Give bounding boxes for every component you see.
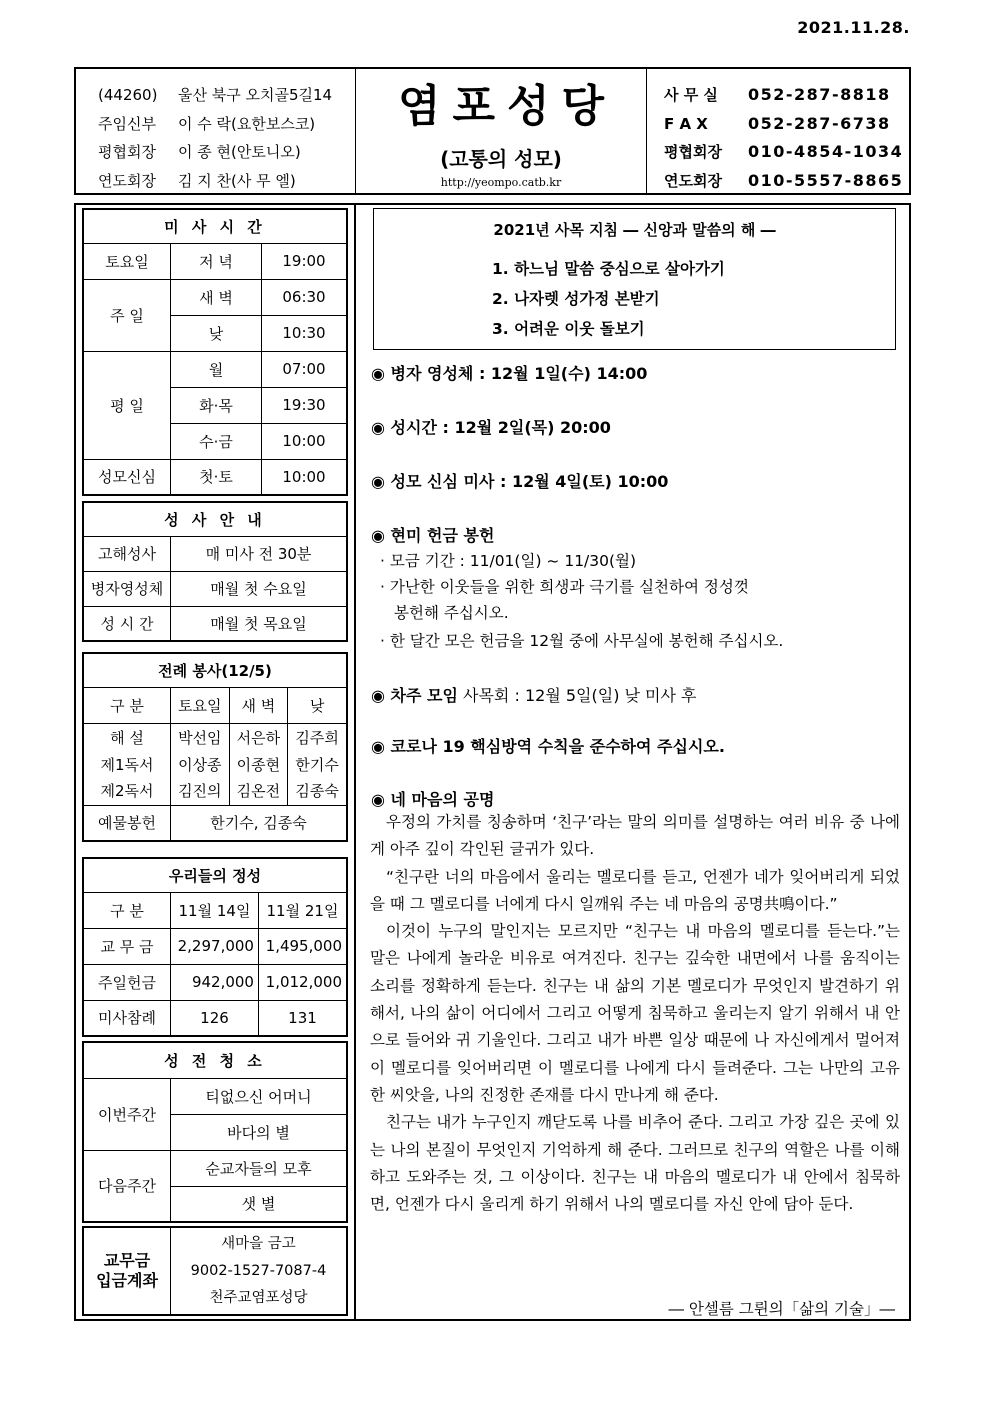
contact-row: F A X 052-287-6738 <box>664 113 891 133</box>
contact-row: 사 무 실 052-287-8818 <box>664 85 891 104</box>
account-label: 교무금 입금계좌 <box>83 1227 171 1315</box>
essay-paragraph: 우정의 가치를 칭송하며 ‘친구’라는 말의 의미를 설명하는 여러 비유 중 나에게 아주 깊이 각인된 글귀가 있다. <box>370 813 900 859</box>
bullet-item: · 가난한 이웃들을 위한 희생과 극기를 실천하여 정성껏 <box>380 578 749 596</box>
guideline-list <box>374 254 895 344</box>
mass-schedule-table: 미 사 시 간 토요일 저 녁 19:00 주 일 새 벽 06:30 낮 10:30 평 일 월 07:00 화·목 19:30 수·금 10:00 성모신심 첫·토 10:00 <box>82 208 348 496</box>
info-row: (44260) 울산 북구 오치골5길14 <box>98 86 333 104</box>
essay-body <box>370 809 900 1218</box>
notice-holy-hour: ◉ 성시간 : 12월 2일(목) 20:00 <box>371 418 611 437</box>
essay-paragraph: 친구는 내가 누구인지 깨닫도록 나를 비추어 준다. 그리고 가장 깊은 곳에 있는 나의 본질이 무엇인지 기억하게 해 준다. 그러므로 친구의 역할은 나를 이해하고 도와주는 것, 그 이상이다. 친구는 내 마음의 멜로디가 내 안에서 침묵하면, 언젠가 다시 울리게 하기 위해서 나의 멜로디를 자신 안에 담아 둔다. <box>370 1113 900 1214</box>
contact-row: 평협회장 010-4854-1034 <box>664 142 904 161</box>
parish-subtitle: (고통의 성모) <box>440 147 562 171</box>
sidebar <box>76 205 356 1319</box>
guideline-item: 2. 나자렛 성가정 본받기 <box>492 290 660 308</box>
contact-info <box>646 69 909 193</box>
cleaning-table: 성 전 청 소 이번주간 티없으신 어머니 바다의 별 다음주간 순교자들의 모후 샛 별 <box>82 1041 348 1223</box>
notice-sick-communion: ◉ 병자 영성체 : 12월 1일(수) 14:00 <box>371 364 648 383</box>
notice-marian-mass: ◉ 성모 신심 미사 : 12월 4일(토) 10:00 <box>371 472 669 491</box>
guideline-item: 1. 하느님 말씀 중심으로 살아가기 <box>492 260 725 278</box>
liturgy-service-table: 전례 봉사(12/5) 구 분 토요일 새 벽 낮 해 설 박선임 서은하 김주희 제1독서 이상종 이종현 한기수 제2독서 김진의 김온전 김종숙 예물봉헌 한기수, 김종숙 <box>82 652 348 842</box>
notice-rice-offering: ◉ 현미 헌금 봉헌 <box>371 526 495 545</box>
info-row: 연도회장 김 지 찬(사 무 엘) <box>98 171 296 190</box>
offering-table: 우리들의 정성 구 분 11월 14일 11월 21일 교 무 금 2,297,000 1,495,000 주일헌금 942,000 1,012,000 미사참례 126 131 <box>82 857 348 1037</box>
info-row: 평협회장 이 종 현(안토니오) <box>98 143 301 161</box>
notice-next-meeting: ◉ 차주 모임 사목회 : 12월 5일(일) 낮 미사 후 <box>371 686 697 705</box>
guideline-title: 2021년 사목 지침 ― 신앙과 말씀의 해 ― <box>493 221 776 239</box>
essay-source: ― 안셀름 그륀의「삶의 기술」― <box>668 1300 895 1318</box>
bulletin-date: 2021.11.28. <box>797 18 910 37</box>
parish-title: 염포성당 <box>397 81 616 132</box>
contact-row: 연도회장 010-5557-8865 <box>664 170 904 190</box>
bullet-item: 봉헌해 주십시오. <box>394 604 509 622</box>
sacrament-table: 성 사 안 내 고해성사 매 미사 전 30분 병자영성체 매월 첫 수요일 성 시 간 매월 첫 목요일 <box>82 501 348 642</box>
main-content <box>354 205 909 1319</box>
account-table <box>82 1226 348 1316</box>
pastoral-guideline-box <box>373 208 896 350</box>
essay-paragraph: 이것이 누구의 말인지는 모르지만 “친구는 내 마음의 멜로디를 듣는다.”는 말은 나에게 놀라운 비유로 여겨진다. 친구는 깊숙한 내면에서 나를 움직이는 소리를 정확하게 듣는다. 친구는 내 삶의 기본 멜로디가 무엇인지 발견하기 위해서, 나의 삶이 어디에서 그리고 어떻게 침묵하고 울리는지 알기 위해서 내 안으로 들어와 귀 기울인다. 그리고 내가 바쁜 일상 때문에 나 자신에게서 멀어져 이 멜로디를 잊어버리면 이 멜로디를 나에게 다시 들려준다. 그는 나만의 고유한 씨앗을, 나의 진정한 존재를 다시 만나게 해 준다. <box>370 922 900 1104</box>
parish-title-block <box>356 69 647 193</box>
notice-covid: ◉ 코로나 19 핵심방역 수칙을 준수하여 주십시오. <box>371 737 725 756</box>
bullet-item: · 모금 기간 : 11/01(일) ~ 11/30(월) <box>380 552 637 570</box>
account-details: 새마을 금고 9002-1527-7087-4 천주교염포성당 <box>171 1227 348 1315</box>
essay-paragraph: “친구란 너의 마음에서 울리는 멜로디를 듣고, 언젠가 네가 잊어버리게 되었을 때 그 멜로디를 너에게 다시 일깨워 주는 네 마음의 공명共鳴이다.” <box>370 867 900 913</box>
info-row: 주임신부 이 수 락(요한보스코) <box>98 114 316 133</box>
parish-url[interactable]: http://yeompo.catb.kr <box>440 176 562 189</box>
notice-essay-title: ◉ 네 마음의 공명 <box>371 790 495 809</box>
bulletin-body <box>74 203 911 1321</box>
guideline-item: 3. 어려운 이웃 돌보기 <box>492 320 645 338</box>
bullet-item: · 한 달간 모은 헌금을 12월 중에 사무실에 봉헌해 주십시오. <box>380 632 784 650</box>
parish-info <box>76 69 356 193</box>
bulletin-header <box>74 67 911 195</box>
